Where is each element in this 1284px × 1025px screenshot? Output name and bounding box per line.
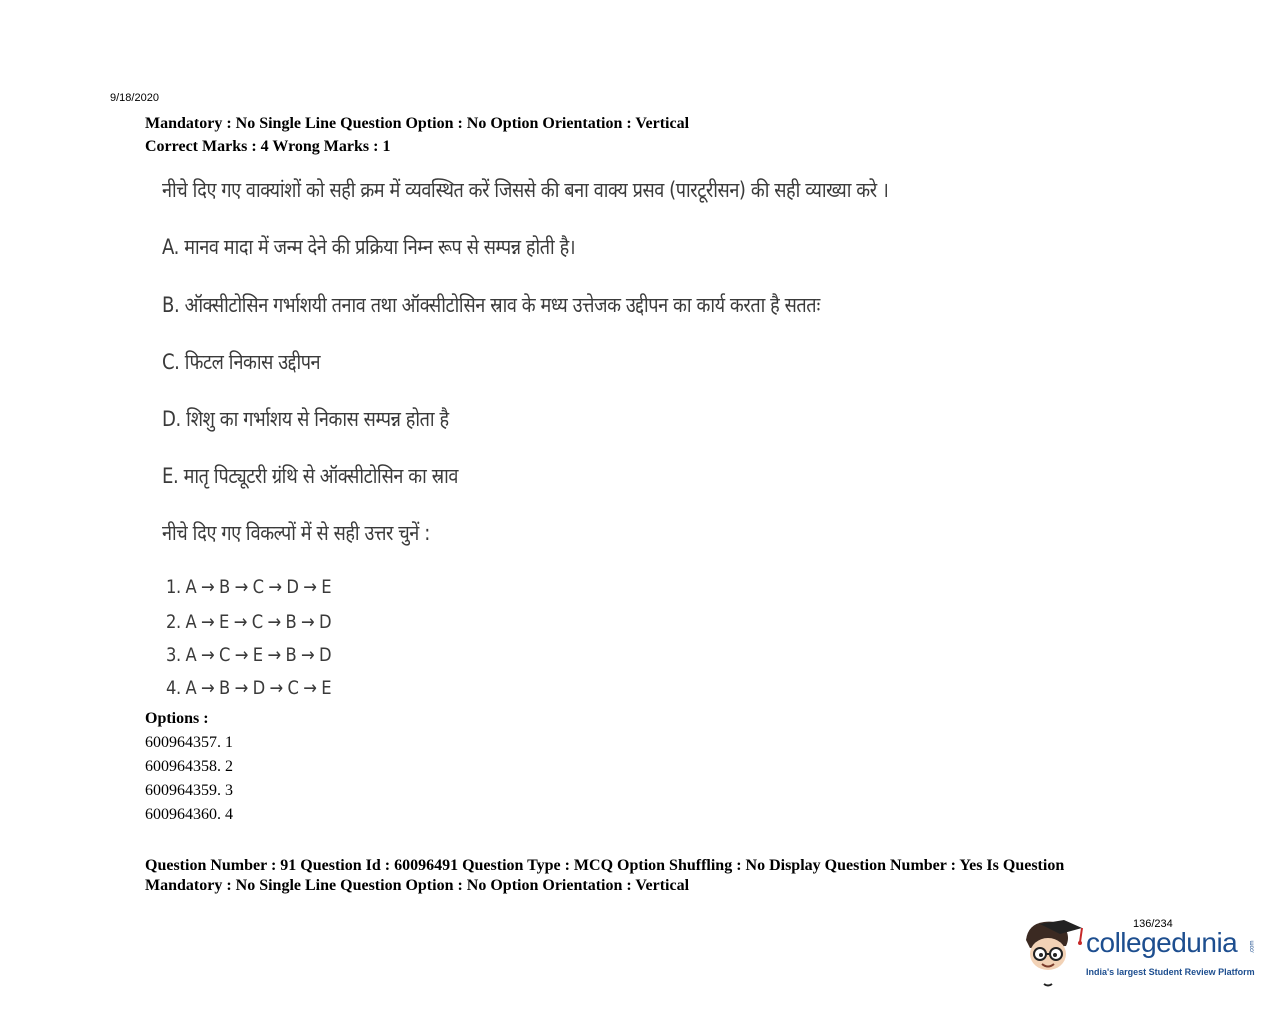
statement-c: C. फिटल निकास उद्दीपन (162, 350, 321, 374)
collegedunia-logo (1020, 916, 1260, 991)
logo-suffix: .com (1249, 940, 1256, 954)
choice-1: 1. A → B → C → D → E (166, 576, 332, 598)
question-instruction: नीचे दिए गए वाक्यांशों को सही क्रम में व्यवस्थित करें जिससे की बना वाक्य प्रसव (पारटूरीसन) की सही व्याख्या करे । (162, 178, 889, 202)
page-number: 136/234 (1133, 918, 1173, 930)
option-item: 600964358. 2 (145, 758, 233, 775)
marks-line: Correct Marks : 4 Wrong Marks : 1 (145, 138, 391, 155)
options-list (145, 707, 233, 827)
option-item: 600964360. 4 (145, 806, 233, 823)
statement-e: E. मातृ पिट्यूटरी ग्रंथि से ऑक्सीटोसिन का स्राव (162, 464, 458, 488)
statement-b: B. ऑक्सीटोसिन गर्भाशयी तनाव तथा ऑक्सीटोसिन स्राव के मध्य उत्तेजक उद्दीपन का कार्य करता है सततः (162, 293, 820, 317)
statement-a: A. मानव मादा में जन्म देने की प्रक्रिया निम्न रूप से सम्पन्न होती है। (162, 235, 576, 259)
choice-3: 3. A → C → E → B → D (166, 644, 332, 666)
mascot-icon (1020, 916, 1086, 988)
next-question-line-1: Question Number : 91 Question Id : 60096491 Question Type : MCQ Option Shuffling : No Display Question Number : Yes Is Question (145, 857, 1065, 874)
choice-4: 4. A → B → D → C → E (166, 677, 332, 699)
next-question-header (145, 856, 1064, 896)
logo-wordmark: collegedunia (1086, 927, 1238, 958)
logo-tagline: India's largest Student Review Platform (1086, 967, 1255, 977)
option-item: 600964359. 3 (145, 782, 233, 799)
options-heading: Options : (145, 710, 209, 727)
choice-2: 2. A → E → C → B → D (166, 611, 332, 633)
option-item: 600964357. 1 (145, 734, 233, 751)
print-date: 9/18/2020 (110, 92, 159, 104)
choose-prompt: नीचे दिए गए विकल्पों में से सही उत्तर चुनें : (162, 521, 430, 545)
question-meta-line: Mandatory : No Single Line Question Option : No Option Orientation : Vertical (145, 115, 690, 132)
statement-d: D. शिशु का गर्भाशय से निकास सम्पन्न होता है (162, 407, 449, 431)
next-question-line-2: Mandatory : No Single Line Question Option : No Option Orientation : Vertical (145, 877, 690, 894)
